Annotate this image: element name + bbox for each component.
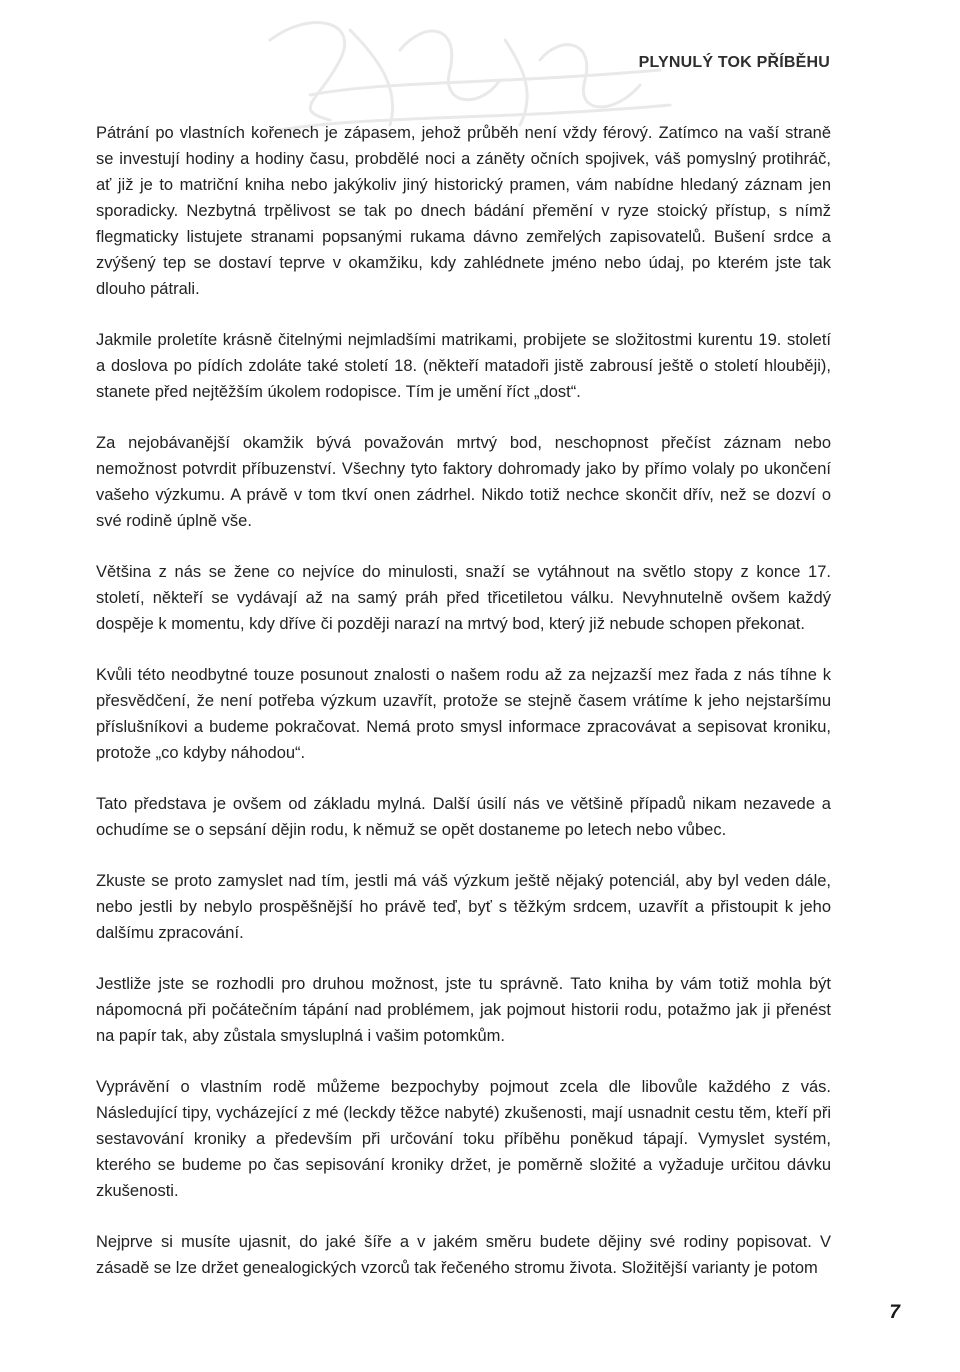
paragraph: Pátrání po vlastních kořenech je zápasem, jehož průběh není vždy férový. Zatímco na vaší straně se investují hodiny a hodiny času, probdělé noci a záněty očních spojivek, váš pomyslný protihráč, ať již je to matriční kniha nebo jakýkoliv jiný historický pramen, vám nabídne hledaný záznam jen sporadicky. Nezbytná trpělivost se tak po dnech bádání přemění v ryze stoický přístup, s nímž flegmaticky listujete stranami popsanými rukama dávno zemřelých zapisovatelů. Bušení srdce a zvýšený tep se dostaví teprve v okamžiku, kdy zahlédnete jméno nebo údaj, po kterém jste tak dlouho pátrali. — [96, 124, 831, 298]
paragraph: Za nejobávanější okamžik bývá považován mrtvý bod, neschopnost přečíst záznam nebo nemožnost potvrdit příbuzenství. Všechny tyto faktory dohromady jako by přímo volaly po ukončení vašeho výzkumu. A právě v tom tkví onen zádrhel. Nikdo totiž nechce skončit dřív, než se dozví o své rodině úplně vše. — [96, 434, 831, 530]
paragraph: Většina z nás se žene co nejvíce do minulosti, snaží se vytáhnout na světlo stopy z konce 17. století, někteří se vydávají až na samý práh před třicetiletou válku. Nevyhnutelně ovšem každý dospěje k momentu, kdy dříve či později narazí na mrtvý bod, který již nebude schopen překonat. — [96, 563, 831, 633]
running-header-title: PLYNULÝ TOK PŘÍBĚHU — [638, 54, 830, 71]
body-text — [96, 120, 831, 1306]
paragraph: Tato představa je ovšem od základu mylná. Další úsilí nás ve většině případů nikam nezavede a ochudíme se o sepsání dějin rodu, k němuž se opět dostaneme po letech nebo vůbec. — [96, 795, 831, 839]
paragraph: Nejprve si musíte ujasnit, do jaké šíře a v jakém směru budete dějiny své rodiny popisovat. V zásadě se lze držet genealogických vzorců tak řečeného stromu života. Složitější varianty je potom — [96, 1233, 831, 1277]
paragraph: Jestliže jste se rozhodli pro druhou možnost, jste tu správně. Tato kniha by vám totiž mohla být nápomocná při počátečním tápání nad problémem, jak pojmout historii rodu, potažmo jak ji přenést na papír tak, aby zůstala smysluplná i vašim potomkům. — [96, 975, 831, 1045]
paragraph: Vyprávění o vlastním rodě můžeme bezpochyby pojmout zcela dle libovůle každého z vás. Následující tipy, vycházející z mé (leckdy těžce nabyté) zkušenosti, mají usnadnit cestu těm, kteří při sestavování kroniky a především při určování toku příběhu poněkud tápají. Vymyslet systém, kterého se budeme po čas sepisování kroniky držet, je poměrně složité a vyžaduje určitou dávku zkušenosti. — [96, 1078, 831, 1200]
paragraph: Kvůli této neodbytné touze posunout znalosti o našem rodu až za nejzazší mez řada z nás tíhne k přesvědčení, že není potřeba výzkum uzavřít, protože se stejně časem vrátíme k jeho nejstaršímu příslušníkovi a budeme pokračovat. Nemá proto smysl informace zpracovávat a sepisovat kroniku, protože „co kdyby náhodou“. — [96, 666, 831, 762]
page-number: 7 — [889, 1302, 900, 1323]
paragraph: Jakmile proletíte krásně čitelnými nejmladšími matrikami, probijete se složitostmi kurentu 19. století a doslova po pídích zdoláte také století 18. (někteří matadoři jistě zabrousí ještě o století hlouběji), stanete před nejtěžším úkolem rodopisce. Tím je umění říct „dost“. — [96, 331, 831, 401]
calligraphy-watermark — [250, 0, 680, 140]
paragraph: Zkuste se proto zamyslet nad tím, jestli má váš výzkum ještě nějaký potenciál, aby byl veden dále, nebo jestli by nebylo prospěšnější ho právě teď, byť s těžkým srdcem, uzavřít a přistoupit k jeho dalšímu zpracování. — [96, 872, 831, 942]
